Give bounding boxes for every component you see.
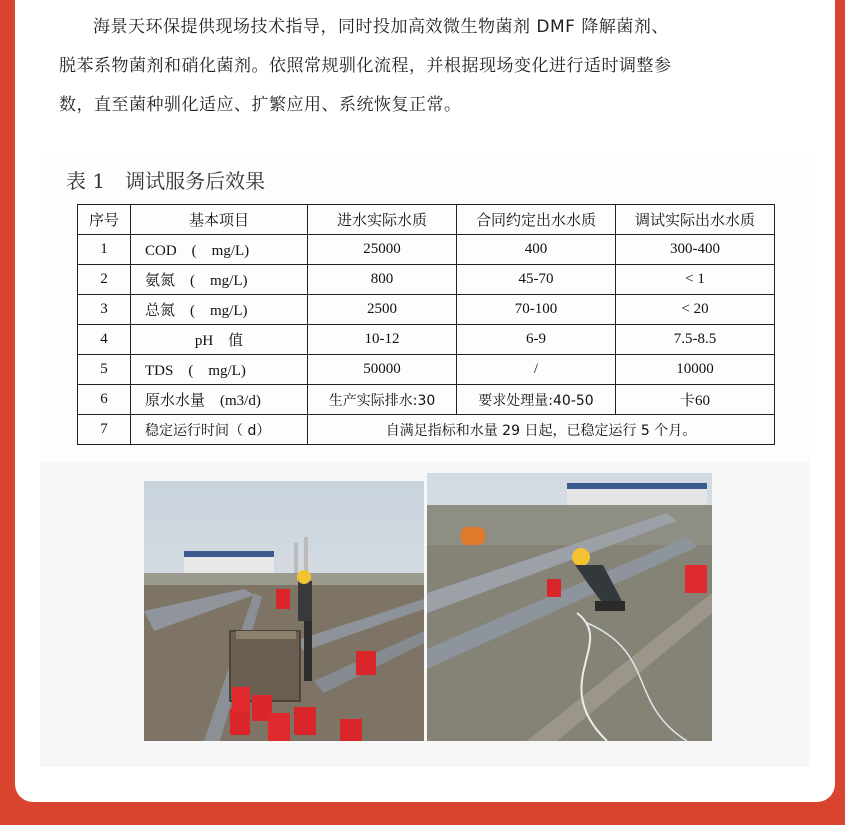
- table-cell: 10000: [616, 355, 775, 385]
- table-cell: 3: [78, 295, 131, 325]
- header-cell: 调试实际出水水质: [616, 205, 775, 235]
- header-cell: 进水实际水质: [308, 205, 457, 235]
- header-cell: 合同约定出水水质: [457, 205, 616, 235]
- table-cell: 6-9: [457, 325, 616, 355]
- table-row: [78, 235, 775, 265]
- header-cell: 序号: [78, 205, 131, 235]
- table-cell: 自满足指标和水量 29 日起，已稳定运行 5 个月。: [308, 415, 775, 445]
- table-cell: 300-400: [616, 235, 775, 265]
- table-cell: 生产实际排水:30: [308, 385, 457, 415]
- table-cell: 45-70: [457, 265, 616, 295]
- table-cell: 卡60: [616, 385, 775, 415]
- table-cell: 氨氮 ( mg/L): [131, 265, 308, 295]
- table-cell: 原水水量 (m3/d): [131, 385, 308, 415]
- header-cell: 基本项目: [131, 205, 308, 235]
- table-caption: [66, 165, 265, 194]
- table-header-row: [78, 205, 775, 235]
- table-cell: 6: [78, 385, 131, 415]
- table-cell: 70-100: [457, 295, 616, 325]
- table-row: [78, 415, 775, 445]
- table-cell: 4: [78, 325, 131, 355]
- table-cell: 50000: [308, 355, 457, 385]
- site-photo-dosing: [144, 481, 424, 741]
- table-cell: 400: [457, 235, 616, 265]
- table-cell: 2500: [308, 295, 457, 325]
- table-cell: TDS ( mg/L): [131, 355, 308, 385]
- table-cell: pH 值: [131, 325, 308, 355]
- table-row: [78, 325, 775, 355]
- table-cell: 7.5-8.5: [616, 325, 775, 355]
- site-photo-worker-illustration: [427, 473, 712, 741]
- table-caption-text: 调试服务后效果: [125, 169, 266, 193]
- table-cell: 800: [308, 265, 457, 295]
- table-cell: COD ( mg/L): [131, 235, 308, 265]
- table-cell: 25000: [308, 235, 457, 265]
- table-cell: 要求处理量:40-50: [457, 385, 616, 415]
- table-cell: < 1: [616, 265, 775, 295]
- site-photo-worker: [427, 473, 712, 741]
- table-cell: 10-12: [308, 325, 457, 355]
- service-results-table: [77, 204, 775, 445]
- table-cell: /: [457, 355, 616, 385]
- table-cell: 稳定运行时间（ d）: [131, 415, 308, 445]
- table-cell: < 20: [616, 295, 775, 325]
- intro-line-2: 脱苯系物菌剂和硝化菌剂。依照常规驯化流程，并根据现场变化进行适时调整参: [59, 56, 672, 76]
- table-cell: 2: [78, 265, 131, 295]
- table-cell: 总氮 ( mg/L): [131, 295, 308, 325]
- table-cell: 7: [78, 415, 131, 445]
- table-row: [78, 265, 775, 295]
- site-photo-dosing-illustration: [144, 481, 424, 741]
- table-row: [78, 295, 775, 325]
- table-row: [78, 385, 775, 415]
- table-row: [78, 355, 775, 385]
- table-cell: 5: [78, 355, 131, 385]
- intro-line-1: 海景天环保提供现场技术指导，同时投加高效微生物菌剂 DMF 降解菌剂、: [93, 17, 669, 37]
- intro-line-3: 数，直至菌种驯化适应、扩繁应用、系统恢复正常。: [59, 95, 462, 115]
- intro-paragraph: [59, 8, 789, 125]
- table-cell: 1: [78, 235, 131, 265]
- table-caption-number: 表 1: [66, 169, 106, 193]
